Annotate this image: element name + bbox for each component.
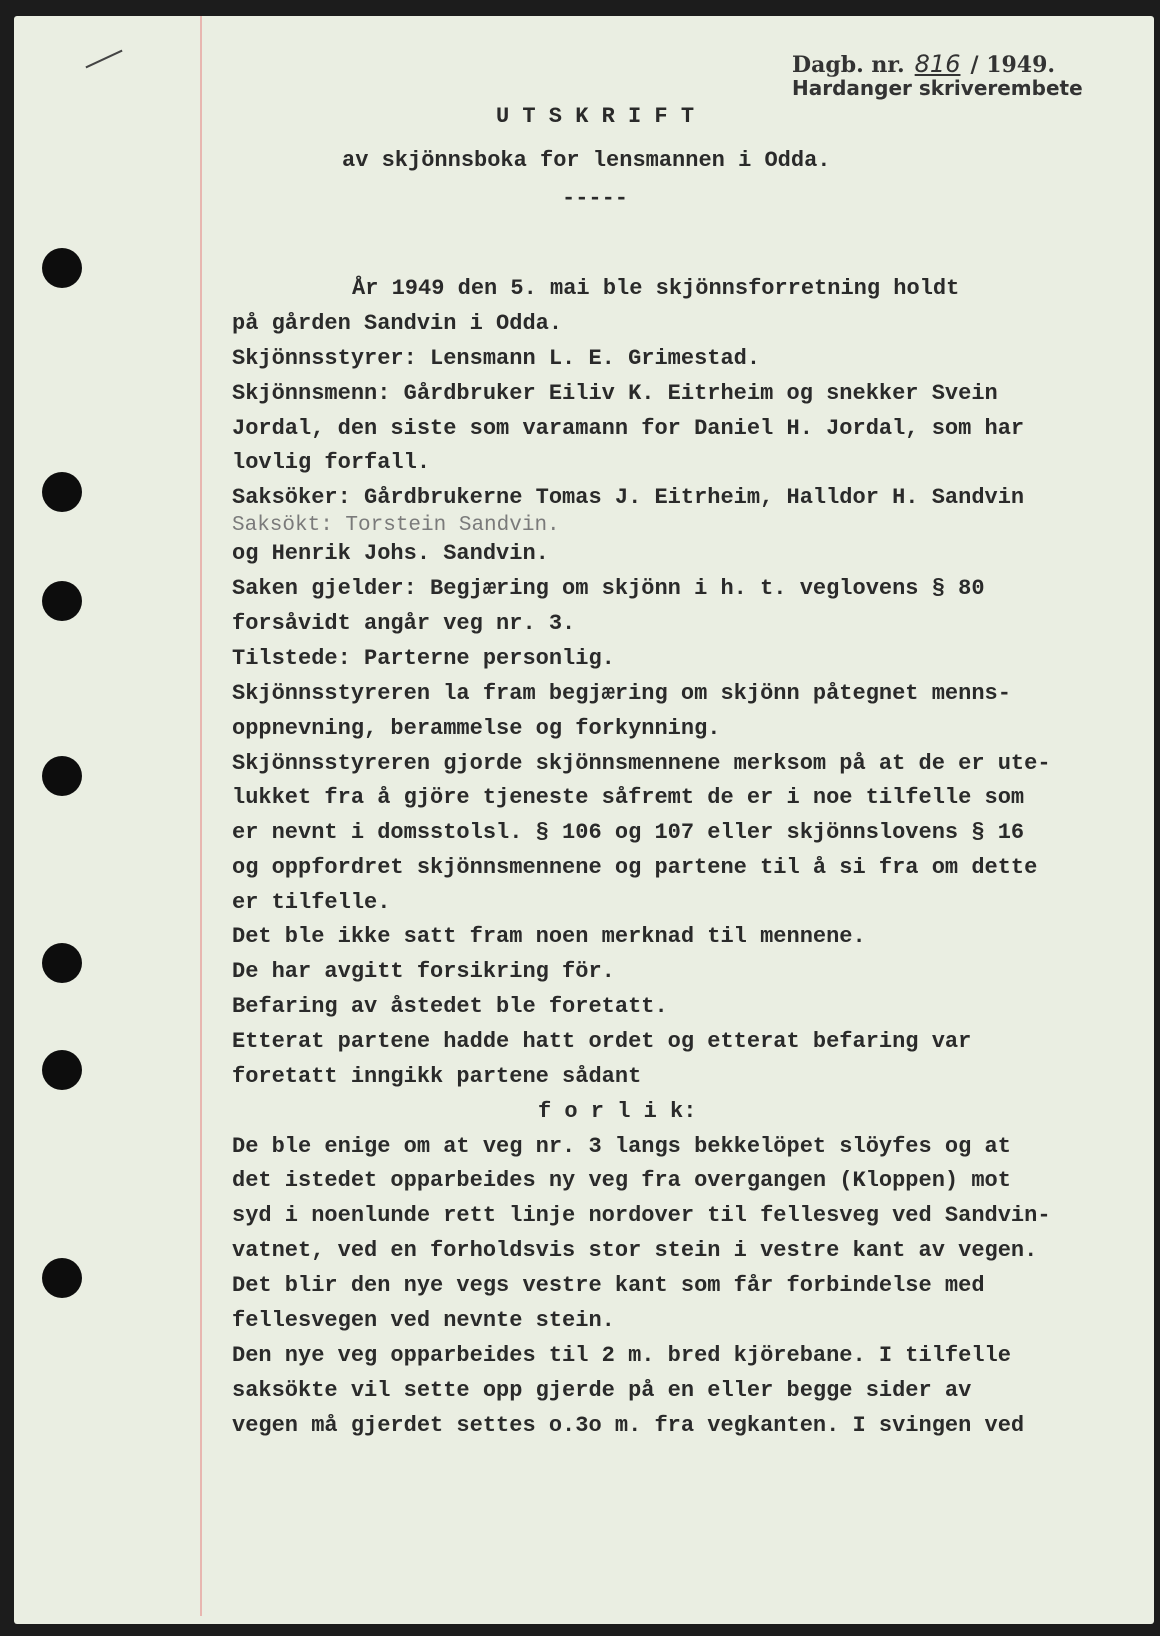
- overlay-typed-line: Saksökt: Torstein Sandvin.: [232, 514, 560, 537]
- body-line: er nevnt i domsstolsl. § 106 og 107 eller skjönnslovens § 16: [232, 820, 1025, 845]
- body-line: saksökte vil sette opp gjerde på en eller begge sider av: [232, 1378, 972, 1403]
- section-heading: f o r l i k:: [538, 1099, 697, 1124]
- body-line: Etterat partene hadde hatt ordet og etterat befaring var: [232, 1029, 972, 1054]
- body-line: fellesvegen ved nevnte stein.: [232, 1308, 615, 1333]
- title-rule: -----: [562, 186, 629, 211]
- body-line: og Henrik Johs. Sandvin.: [232, 541, 549, 566]
- body-line: lukket fra å gjöre tjeneste såfremt de er i noe tilfelle som: [232, 785, 1025, 810]
- punch-hole: [42, 943, 82, 983]
- margin-line: [200, 16, 202, 1616]
- stamp-year: 1949.: [986, 52, 1056, 78]
- registry-stamp: [792, 50, 1083, 100]
- body-line: Skjönnsstyrer: Lensmann L. E. Grimestad.: [232, 346, 761, 371]
- body-line: forsåvidt angår veg nr. 3.: [232, 611, 576, 636]
- punch-hole: [42, 581, 82, 621]
- punch-hole: [42, 756, 82, 796]
- stamp-office: Hardanger skriverembete: [792, 76, 1083, 100]
- body-line: foretatt inngikk partene sådant: [232, 1064, 642, 1089]
- body-line: Skjönnsstyreren la fram begjæring om skjönn påtegnet menns-: [232, 681, 1011, 706]
- body-line: Skjönnsmenn: Gårdbruker Eiliv K. Eitrheim og snekker Svein: [232, 381, 998, 406]
- body-line: og oppfordret skjönnsmennene og partene til å si fra om dette: [232, 855, 1038, 880]
- body-line: vatnet, ved en forholdsvis stor stein i vestre kant av vegen.: [232, 1238, 1038, 1263]
- punch-hole: [42, 1050, 82, 1090]
- punch-hole: [42, 472, 82, 512]
- stamp-number: 816: [914, 50, 961, 78]
- body-line: Jordal, den siste som varamann for Daniel H. Jordal, som har: [232, 416, 1025, 441]
- stamp-separator: /: [970, 52, 979, 78]
- document-subtitle: av skjönnsboka for lensmannen i Odda.: [342, 148, 831, 173]
- body-line: Tilstede: Parterne personlig.: [232, 646, 615, 671]
- body-line: syd i noenlunde rett linje nordover til fellesveg ved Sandvin-: [232, 1203, 1051, 1228]
- body-line: De ble enige om at veg nr. 3 langs bekkelöpet slöyfes og at: [232, 1134, 1011, 1159]
- body-line: Befaring av åstedet ble foretatt.: [232, 994, 668, 1019]
- body-line: vegen må gjerdet settes o.3o m. fra vegkanten. I svingen ved: [232, 1413, 1025, 1438]
- punch-hole: [42, 248, 82, 288]
- punch-hole: [42, 1258, 82, 1298]
- body-line: er tilfelle.: [232, 890, 391, 915]
- body-line: År 1949 den 5. mai ble skjönnsforretning holdt: [352, 276, 960, 301]
- body-line: Det blir den nye vegs vestre kant som får forbindelse med: [232, 1273, 985, 1298]
- body-line: lovlig forfall.: [232, 450, 431, 475]
- stamp-prefix: Dagb. nr.: [792, 52, 905, 78]
- body-line: Saken gjelder: Begjæring om skjönn i h. t. veglovens § 80: [232, 576, 985, 601]
- body-line: Den nye veg opparbeides til 2 m. bred kjörebane. I tilfelle: [232, 1343, 1011, 1368]
- body-line: det istedet opparbeides ny veg fra overgangen (Kloppen) mot: [232, 1168, 1011, 1193]
- body-line: De har avgitt forsikring för.: [232, 959, 615, 984]
- body-line: på gården Sandvin i Odda.: [232, 311, 563, 336]
- body-line: Det ble ikke satt fram noen merknad til mennene.: [232, 924, 866, 949]
- body-line: Saksöker: Gårdbrukerne Tomas J. Eitrheim, Halldor H. Sandvin: [232, 485, 1025, 510]
- document-title: U T S K R I F T: [496, 104, 695, 129]
- body-line: Skjönnsstyreren gjorde skjönnsmennene merksom på at de er ute-: [232, 751, 1051, 776]
- body-line: oppnevning, berammelse og forkynning.: [232, 716, 721, 741]
